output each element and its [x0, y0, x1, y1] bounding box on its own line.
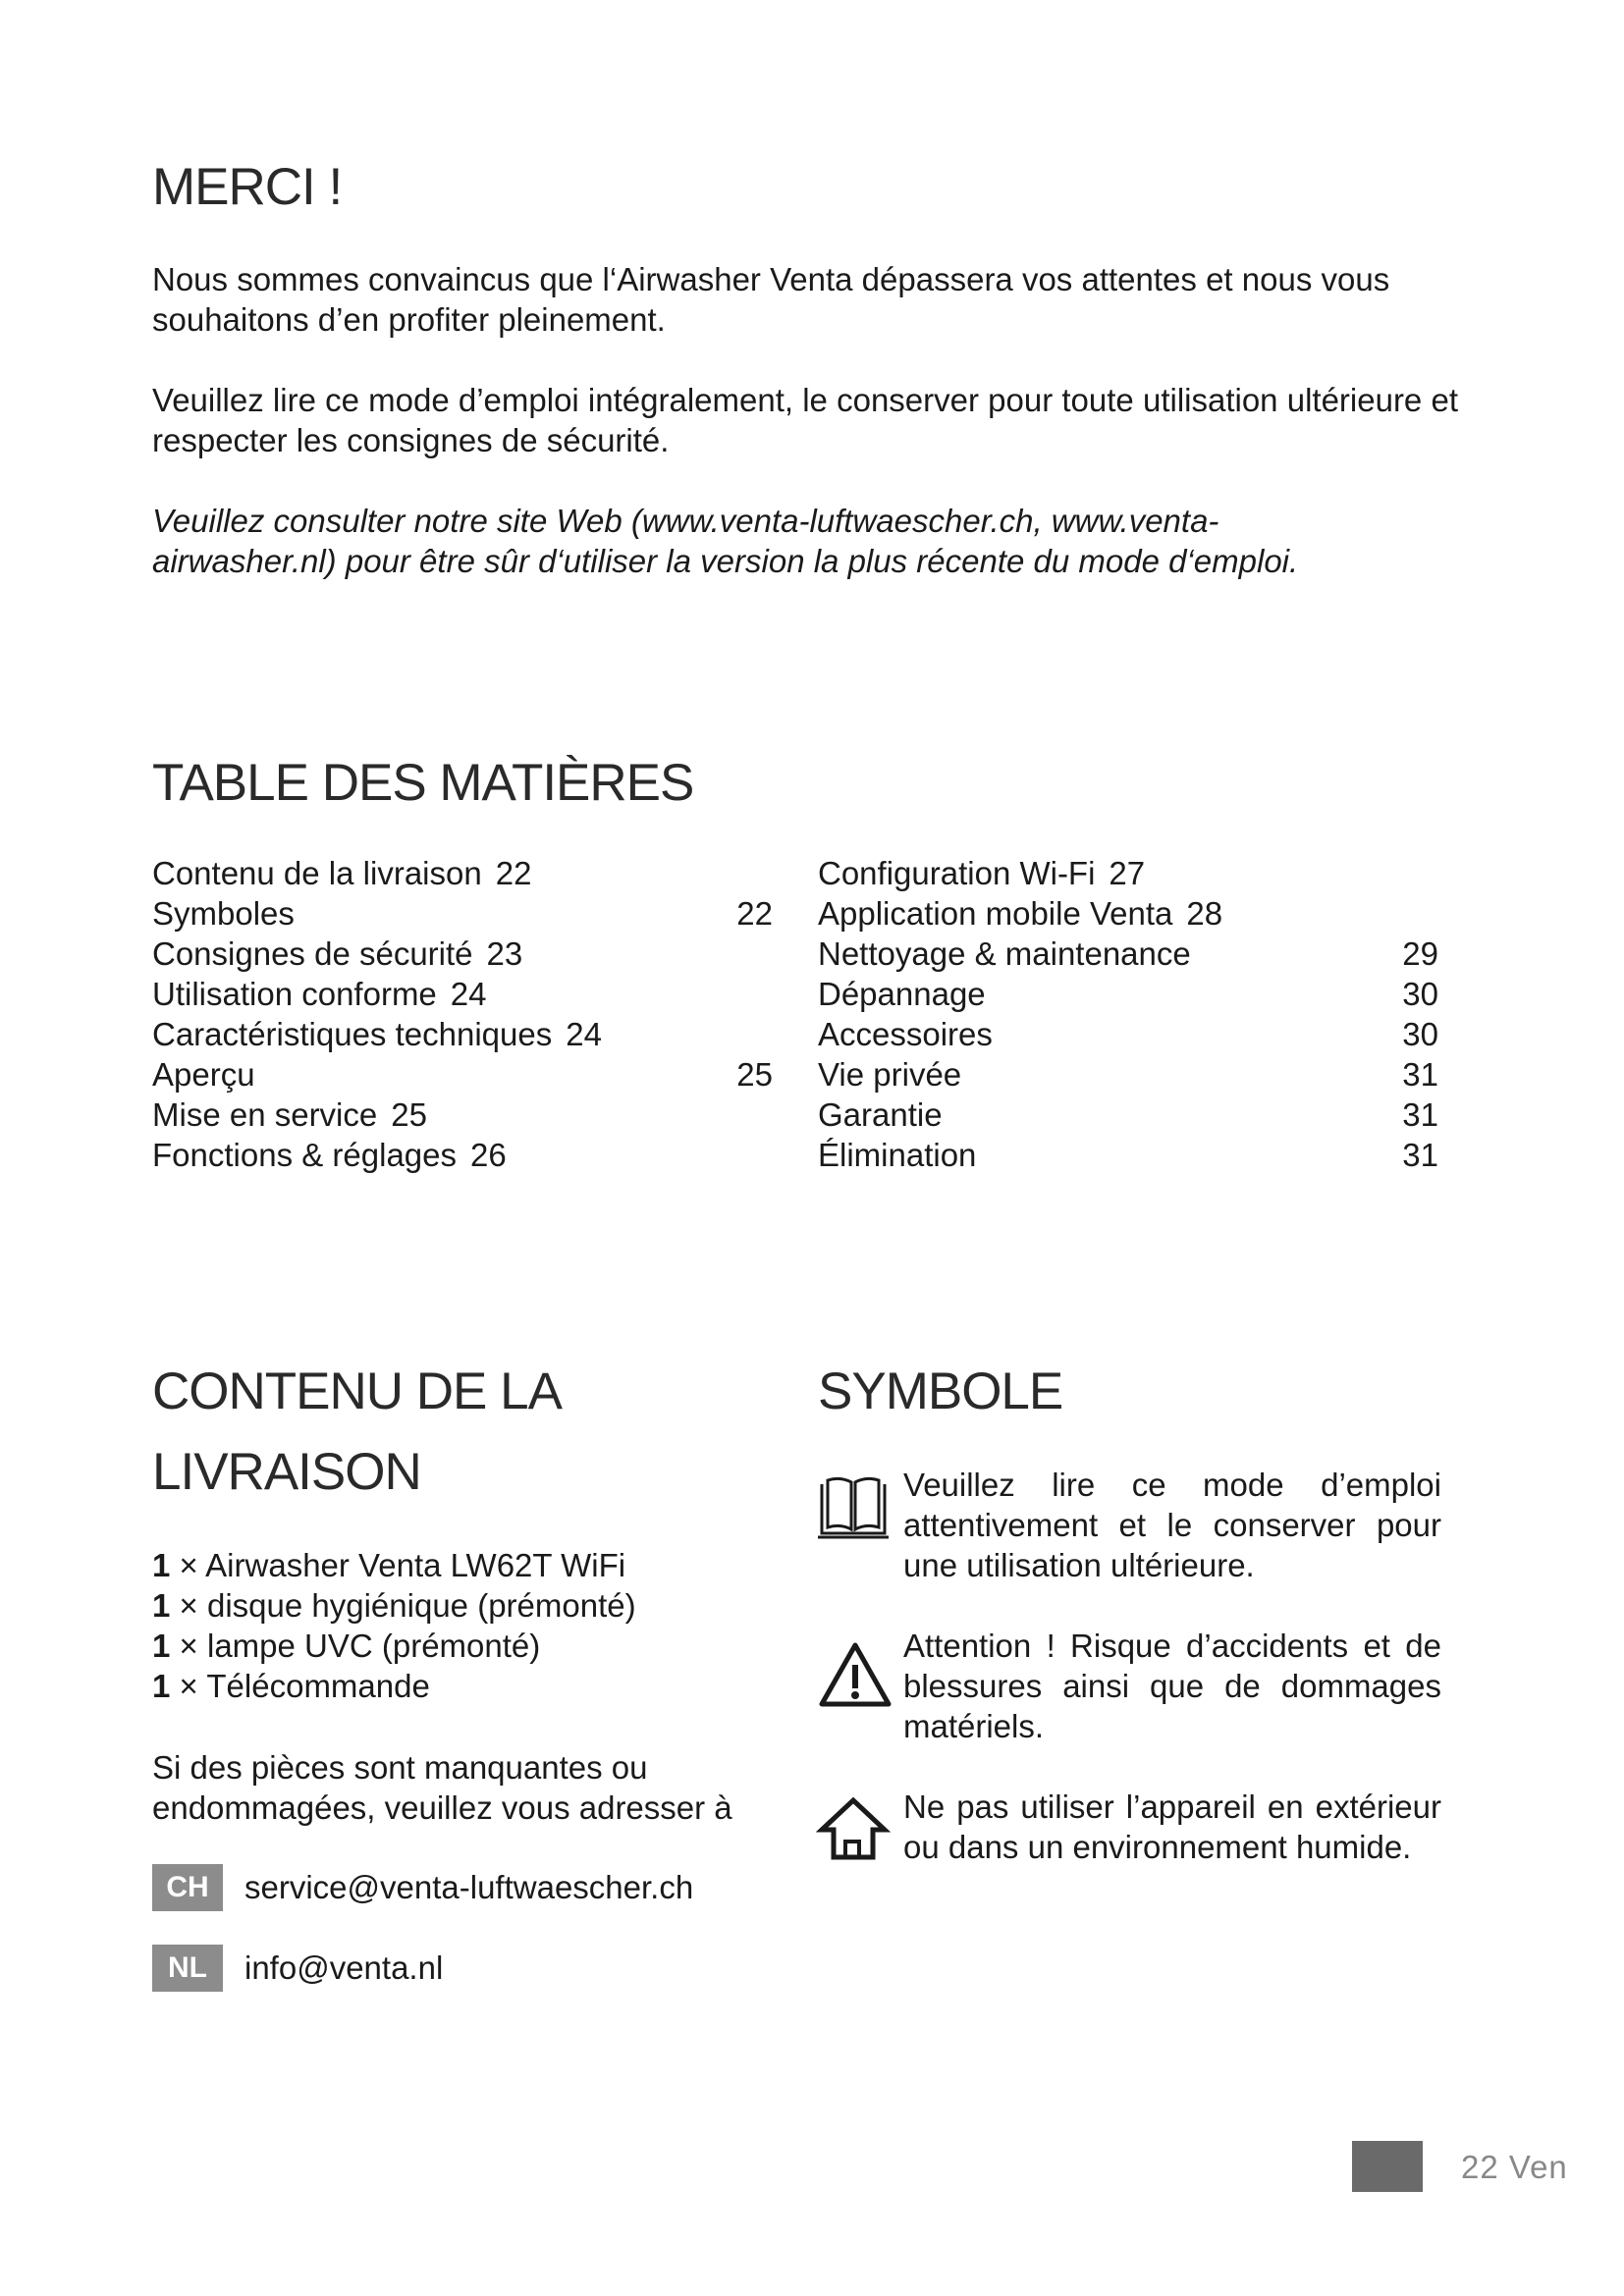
toc-entry-label: Vie privée [818, 1056, 962, 1093]
list-item [152, 1545, 781, 1585]
merci-paragraph-3: Veuillez consulter notre site Web (www.venta-luftwaescher.ch, www.venta-airwasher.nl) pour être sûr d‘utiliser la version la plus récente du mode d‘emploi. [152, 503, 1299, 579]
warning-icon [818, 1641, 893, 1715]
toc-entry-page: 31 [1402, 1137, 1438, 1173]
item-quantity: 1 [152, 1628, 171, 1664]
missing-parts-note: Si des pièces sont manquantes ou endommagées, veuillez vous adresser à [152, 1749, 732, 1826]
item-multiplier: × [179, 1628, 198, 1664]
toc-entry-label: Consignes de sécurité [152, 935, 473, 972]
item-quantity: 1 [152, 1587, 171, 1624]
toc-entry[interactable] [818, 1135, 1438, 1175]
item-multiplier: × [179, 1547, 198, 1583]
contact-row-ch [152, 1864, 693, 1911]
item-text: Télécommande [206, 1668, 430, 1704]
item-text: disque hygiénique (prémonté) [206, 1587, 636, 1624]
page-number: 22 Ven [1461, 2149, 1568, 2185]
contact-email-link[interactable]: service@venta-luftwaescher.ch [244, 1869, 694, 1905]
toc-entry-page: 23 [486, 935, 523, 972]
toc-entry[interactable] [152, 974, 773, 1014]
toc-entry-page: 24 [566, 1016, 602, 1052]
toc-entry-label: Application mobile Venta [818, 895, 1173, 932]
book-icon [814, 1474, 893, 1546]
toc-entry[interactable] [818, 974, 1438, 1014]
toc-entry-page: 22 [736, 895, 773, 932]
toc-entry-label: Utilisation conforme [152, 976, 437, 1012]
toc-entry[interactable] [152, 1054, 773, 1095]
contenu-title [152, 1352, 562, 1513]
item-text: Airwasher Venta LW62T WiFi [205, 1547, 626, 1583]
item-quantity: 1 [152, 1547, 171, 1583]
toc-title: TABLE DES MATIÈRES [152, 754, 694, 812]
toc-entry-label: Nettoyage & maintenance [818, 935, 1191, 972]
symbol-description: Ne pas utiliser l’appareil en extérieur ou dans un environnement humide. [903, 1789, 1441, 1865]
merci-title: MERCI ! [152, 158, 343, 216]
toc-entry-label: Mise en service [152, 1096, 378, 1133]
toc-left-column [152, 853, 773, 1175]
contact-email-link[interactable]: info@venta.nl [244, 1949, 444, 1986]
toc-entry-label: Configuration Wi-Fi [818, 855, 1096, 891]
list-item [152, 1626, 781, 1666]
toc-entry[interactable] [818, 934, 1438, 974]
toc-entry[interactable] [818, 1054, 1438, 1095]
toc-entry-label: Symboles [152, 895, 295, 932]
contenu-title-line-2: LIVRAISON [152, 1443, 421, 1501]
contenu-title-line-1: CONTENU DE LA [152, 1362, 562, 1420]
toc-entry-page: 24 [450, 976, 487, 1012]
item-quantity: 1 [152, 1668, 171, 1704]
toc-entry[interactable] [818, 893, 1438, 934]
list-item [152, 1585, 781, 1626]
toc-entry[interactable] [152, 1014, 773, 1054]
toc-entry-page: 27 [1109, 855, 1146, 891]
toc-entry-page: 26 [470, 1137, 507, 1173]
item-text: lampe UVC (prémonté) [206, 1628, 541, 1664]
toc-entry-page: 31 [1402, 1056, 1438, 1093]
toc-entry[interactable] [818, 1095, 1438, 1135]
toc-entry[interactable] [152, 1095, 773, 1135]
toc-entry-label: Accessoires [818, 1016, 993, 1052]
toc-entry-page: 29 [1402, 935, 1438, 972]
toc-entry[interactable] [152, 934, 773, 974]
toc-entry-label: Garantie [818, 1096, 943, 1133]
country-badge: CH [152, 1864, 223, 1911]
country-badge: NL [152, 1945, 223, 1992]
toc-entry-label: Fonctions & réglages [152, 1137, 458, 1173]
contenu-items-list [152, 1545, 781, 1706]
contact-row-nl [152, 1945, 443, 1992]
item-multiplier: × [179, 1668, 198, 1704]
toc-entry-page: 30 [1402, 1016, 1438, 1052]
toc-entry-page: 30 [1402, 976, 1438, 1012]
house-icon [816, 1794, 891, 1868]
toc-entry[interactable] [818, 1014, 1438, 1054]
toc-entry[interactable] [818, 853, 1438, 893]
merci-paragraph-1: Nous sommes convaincus que l‘Airwasher Venta dépassera vos attentes et nous vous souhaitons d’en profiter pleinement. [152, 261, 1390, 338]
symbol-description: Veuillez lire ce mode d’emploi attentivement et le conserver pour une utilisation ultérieure. [903, 1467, 1441, 1583]
toc-entry-page: 22 [495, 855, 532, 891]
toc-entry-label: Dépannage [818, 976, 986, 1012]
toc-entry-label: Caractéristiques techniques [152, 1016, 553, 1052]
toc-entry-page: 31 [1402, 1096, 1438, 1133]
toc-entry-label: Aperçu [152, 1056, 255, 1093]
symbol-description: Attention ! Risque d’accidents et de blessures ainsi que de dommages matériels. [903, 1628, 1441, 1744]
toc-entry[interactable] [152, 893, 773, 934]
toc-entry-page: 28 [1186, 895, 1223, 932]
toc-entry-label: Contenu de la livraison [152, 855, 482, 891]
toc-entry-page: 25 [391, 1096, 427, 1133]
item-multiplier: × [179, 1587, 198, 1624]
toc-entry[interactable] [152, 853, 773, 893]
toc-entry-label: Élimination [818, 1137, 977, 1173]
symbole-title: SYMBOLE [818, 1362, 1063, 1420]
page-tab-marker [1352, 2141, 1423, 2192]
toc-right-column [818, 853, 1438, 1175]
merci-paragraph-2: Veuillez lire ce mode d’emploi intégralement, le conserver pour toute utilisation ultérieure et respecter les consignes de sécurité. [152, 382, 1458, 458]
toc-entry-page: 25 [736, 1056, 773, 1093]
list-item [152, 1666, 781, 1706]
toc-entry[interactable] [152, 1135, 773, 1175]
